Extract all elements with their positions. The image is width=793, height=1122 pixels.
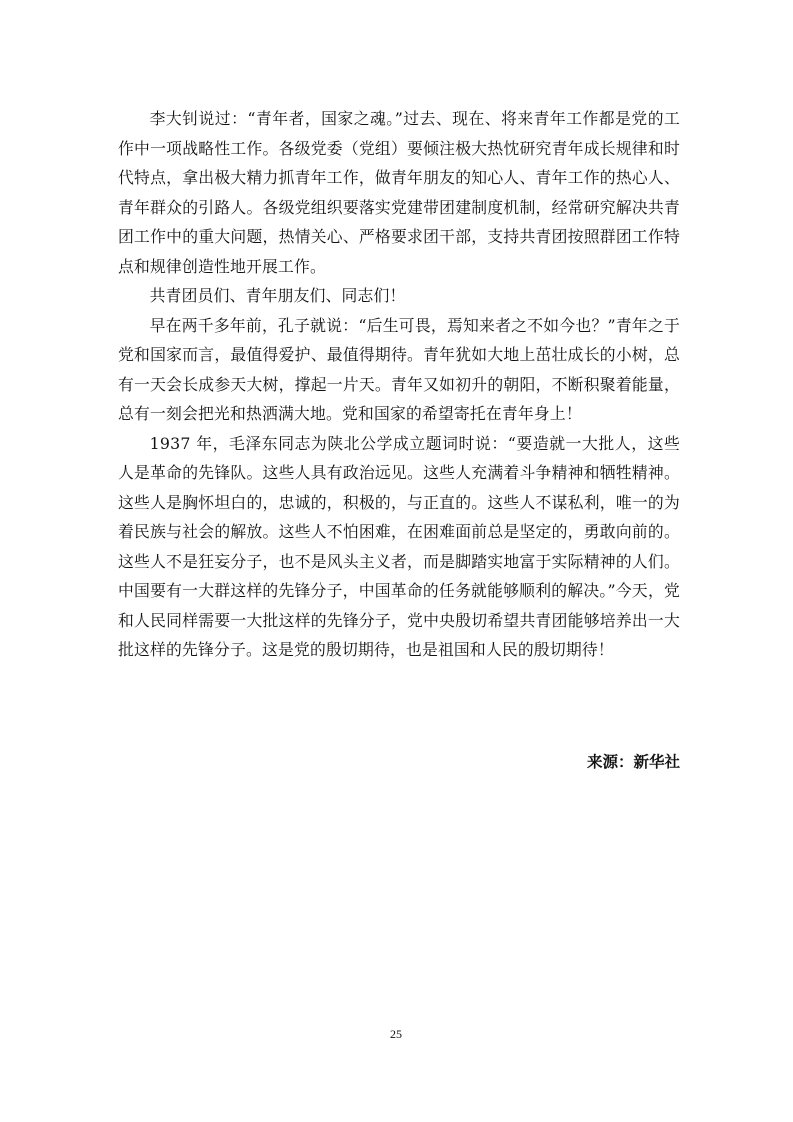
paragraph-4: 1937 年，毛泽东同志为陕北公学成立题词时说：“要造就一大批人，这些人是革命的先锋队。这些人具有政治远见。这些人充满着斗争精神和牺牲精神。这些人是胸怀坦白的，忠诚的，积极的，与正直的。这些人不谋私利，唯一的为着民族与社会的解放。这些人不怕困难，在困难面前总是坚定的，勇敢向前的。这些人不是狂妄分子，也不是风头主义者，而是脚踏实地富于实际精神的人们。中国要有一大群这样的先锋分子，中国革命的任务就能够顺利的解决。”今天，党和人民同样需要一大批这样的先锋分子，党中央殷切希望共青团能够培养出一大批这样的先锋分子。这是党的殷切期待，也是祖国和人民的殷切期待！ [118,433,680,659]
paragraph-1: 李大钊说过：“青年者，国家之魂。”过去、现在、将来青年工作都是党的工作中一项战略性工作。各级党委（党组）要倾注极大热忱研究青年成长规律和时代特点，拿出极大精力抓青年工作，做青年朋友的知心人、青年工作的热心人、青年群众的引路人。各级党组织要落实党建带团建制度机制，经常研究解决共青团工作中的重大问题，热情关心、严格要求团干部，支持共青团按照群团工作特点和规律创造性地开展工作。 [118,109,680,276]
article-body [118,104,680,665]
paragraph-3: 早在两千多年前，孔子就说：“后生可畏，焉知来者之不如今也？”青年之于党和国家而言，最值得爱护、最值得期待。青年犹如大地上茁壮成长的小树，总有一天会长成参天大树，撑起一片天。青年又如初升的朝阳，不断积聚着能量，总有一刻会把光和热洒满大地。党和国家的希望寄托在青年身上！ [118,315,680,423]
source-attribution: 来源：新华社 [586,753,680,771]
paragraph-2: 共青团员们、青年朋友们、同志们！ [149,286,406,305]
page-number: 25 [390,1027,402,1041]
